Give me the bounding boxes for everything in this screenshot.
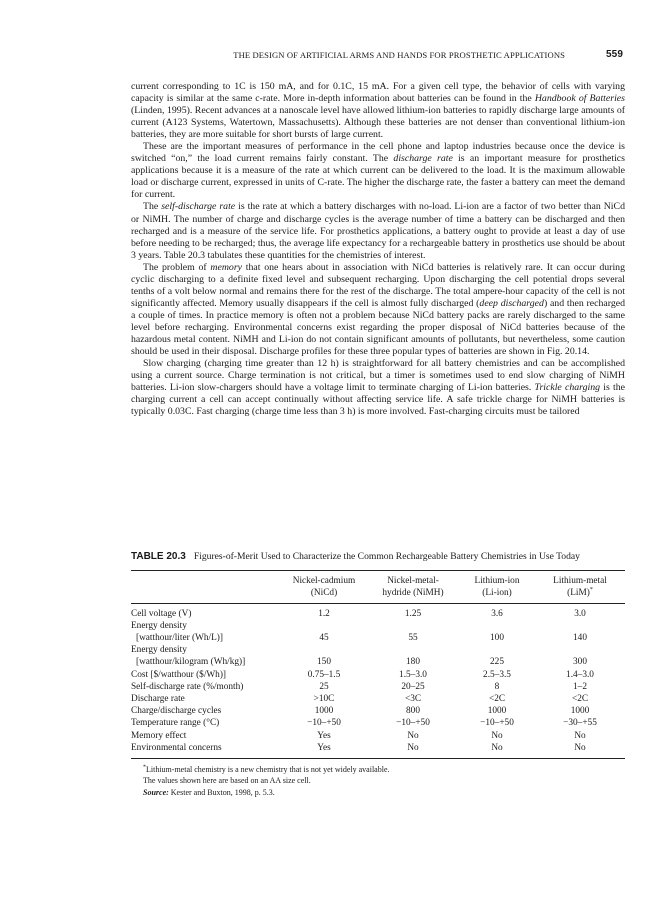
running-header-title: THE DESIGN OF ARTIFICIAL ARMS AND HANDS FOR PROSTHETIC APPLICATIONS — [233, 50, 565, 60]
table-caption-text: Figures-of-Merit Used to Characterize the Common Rechargeable Battery Chemistries in Use Today — [193, 551, 580, 562]
running-header — [132, 49, 623, 63]
table-row — [131, 742, 625, 754]
column-header-nicd — [281, 571, 367, 604]
table-cell: No — [491, 730, 503, 741]
source-text: Kester and Buxton, 1998, p. 5.3. — [170, 787, 275, 797]
table-cell: 8 — [494, 681, 500, 692]
italic-term: Trickle charging — [534, 382, 601, 394]
table-cell: No — [574, 742, 586, 753]
column-header-line2: (NiCd) — [310, 588, 338, 598]
table-cell: 225 — [490, 657, 504, 668]
table-cell — [367, 644, 459, 656]
table-row — [131, 669, 625, 681]
table-cell: 150 — [317, 657, 331, 668]
table-row — [131, 644, 625, 656]
column-header-line1: Lithium-ion — [474, 575, 520, 586]
table-row — [131, 681, 625, 693]
text-run: The problem of — [143, 261, 211, 273]
metric-label: Memory effect — [131, 730, 187, 741]
table-row — [131, 730, 625, 742]
metric-label: Discharge rate — [131, 693, 185, 704]
metric-label: Energy density — [131, 620, 187, 631]
table-cell: 3.0 — [574, 608, 586, 619]
table-cell: 1000 — [314, 706, 334, 717]
source-label: Source: — [143, 787, 169, 797]
table-cell: No — [407, 730, 419, 741]
footnote-lithium-metal — [143, 764, 625, 776]
footnote-mark: * — [143, 764, 146, 771]
table-cell: 1–2 — [573, 681, 587, 692]
table-cell — [281, 620, 367, 632]
table-cell: 140 — [573, 632, 587, 643]
column-header-line1: Lithium-metal — [553, 575, 607, 586]
body-paragraph — [131, 262, 625, 358]
table-cell: <2C — [571, 693, 589, 704]
column-header-nimh — [367, 571, 459, 604]
table-cell: 1000 — [570, 706, 590, 717]
table-cell: 0.75–1.5 — [307, 669, 341, 680]
table-notes — [131, 764, 625, 799]
italic-term: discharge rate — [393, 153, 453, 165]
table-cell — [535, 644, 625, 656]
table-caption — [131, 551, 625, 564]
column-header-line2: (LiM)* — [567, 586, 593, 598]
table-cell: 20–25 — [401, 681, 425, 692]
table-cell: No — [491, 742, 503, 753]
table-row — [131, 620, 625, 632]
text-run: Slow charging (charging time greater than 12 h) is straightforward for all battery chemistries and can be accomplished using a current source. Charge termination is not critical, but a timer is sometimes used to end slow charging of NiMH batteries. Li-ion slow-chargers should have a voltage limit to terminate charging of Li-ion batteries. — [131, 358, 625, 394]
body-text — [131, 81, 625, 418]
table-cell: 1000 — [487, 706, 507, 717]
table-cell: 180 — [406, 657, 420, 668]
text-run: The — [143, 201, 162, 213]
text-run: is an important measure for prosthetics applications because it is a measure of the rate at which current can be delivered to the load. It is the maximum allowable load or discharge current, expressed in units of C-rate. The higher the discharge rate, the faster a battery can meet the demand for current. — [131, 153, 625, 201]
column-header-line2: hydride (NiMH) — [382, 588, 444, 598]
table-cell: 1.5–3.0 — [399, 669, 427, 680]
table-cell: 800 — [406, 706, 420, 717]
table-cell: 25 — [319, 681, 329, 692]
table-cell — [535, 620, 625, 632]
metric-label: Cell voltage (V) — [131, 608, 192, 619]
table-row — [131, 632, 625, 644]
table-header-row — [131, 571, 625, 604]
metric-label: Energy density — [131, 645, 187, 656]
table-cell: >10C — [313, 693, 335, 704]
text-run: These are the important measures of performance in the cell phone and laptop industries because once the device is switched “on,” the load current remains fairly constant. The — [131, 141, 625, 165]
table-cell: <3C — [404, 693, 422, 704]
table-row — [131, 717, 625, 729]
text-run: that one hears about in association with NiCd batteries is relatively rare. It can occur during cyclic discharging to a definite fixed level and subsequent recharging. Upon discharging the cell potential drops several tenths of a volt below normal and remains there for the rest of the discharge. The total ampere-hour capacity of the cell is not significantly affected. Memory usually disappears if the cell is almost fully discharged ( — [131, 261, 625, 309]
table-cell — [459, 620, 535, 632]
table-cell: 1.2 — [318, 608, 330, 619]
body-paragraph — [131, 81, 625, 141]
table-20-3 — [131, 551, 625, 798]
table-cell: <2C — [488, 693, 506, 704]
italic-term: deep discharged — [479, 297, 544, 309]
table-cell: No — [574, 730, 586, 741]
table-label: TABLE 20.3 — [131, 551, 186, 562]
table-cell: 2.5–3.5 — [483, 669, 511, 680]
body-paragraph — [131, 201, 625, 261]
footnote-lithium-metal-text: Lithium-metal chemistry is a new chemistry that is not yet widely available. — [146, 764, 390, 774]
text-run: is the rate at which a battery discharges with no-load. Li-ion are a factor of two better than NiCd or NiMH. The number of charge and discharge cycles is the average number of time a battery can be discharged and then recharged and is a measure of the service life. For prosthetics applications, a battery ought to provide at least a day of use before needing to be recharged; thus, the average life expectancy for a rechargeable battery in prosthetics use should be about 3 years. Table 20.3 tabulates these quantities for the chemistries of interest. — [131, 201, 625, 261]
table-cell — [367, 620, 459, 632]
italic-term: memory — [210, 261, 243, 273]
footnote-aa-cell: The values shown here are based on an AA size cell. — [143, 776, 311, 786]
table-row — [131, 705, 625, 717]
column-header-line1: Nickel-metal- — [387, 575, 439, 586]
table-row — [131, 603, 625, 620]
table-cell: Yes — [317, 730, 331, 741]
table-cell: −10–+50 — [396, 718, 430, 729]
table-cell: 1.25 — [404, 608, 422, 619]
table-cell: 300 — [573, 657, 587, 668]
table-bottom-rule — [131, 758, 625, 759]
metric-label: Charge/discharge cycles — [131, 706, 222, 717]
metric-label: Cost [$/watthour ($/Wh)] — [131, 669, 227, 680]
column-header-lim — [535, 571, 625, 604]
table-cell: Yes — [317, 742, 331, 753]
text-run: (Linden, 1995). Recent advances at a nanoscale level have allowed lithium-ion batteries to rapidly discharge large amounts of current (A123 Systems, Watertown, Massachusetts). Although these batteries are not denser than conventional lithium-ion batteries, they are more suitable for short bursts of large current. — [131, 105, 625, 141]
metric-label: [watthour/kilogram (Wh/kg)] — [136, 657, 246, 668]
column-header-line1: Nickel-cadmium — [292, 575, 356, 586]
text-run: ) and then recharged a couple of times. In practice memory is often not a problem because NiCd battery packs are rarely discharged to the same level before recharging. Environmental concerns exist regarding the proper disposal of NiCd batteries because of the hazardous metal content. NiMH and Li-ion do not contain significant amounts of pollutants, but nevertheless, some caution should be used in their disposal. Discharge profiles for these three popular types of batteries are shown in Fig. 20.14. — [131, 297, 626, 358]
metric-label: [watthour/liter (Wh/L)] — [136, 632, 223, 643]
body-paragraph — [131, 141, 625, 201]
italic-term: Handbook of Batteries — [534, 93, 625, 105]
text-run: is the charging current a cell can accept continually without affecting service life. A safe trickle charge for NiMH batteries is typically 0.03C. Fast charging (charge time less than 3 h) is more involved. Fast-charging circuits must be tailored — [131, 382, 625, 418]
table-source — [143, 787, 625, 799]
table-cell: 55 — [408, 632, 418, 643]
page-number: 559 — [606, 49, 623, 60]
table-cell — [459, 644, 535, 656]
column-header-li-ion — [459, 571, 535, 604]
table-body — [131, 603, 625, 754]
metric-label: Environmental concerns — [131, 742, 222, 753]
table-cell: 100 — [490, 632, 504, 643]
table-row — [131, 693, 625, 705]
column-header-metric — [131, 571, 281, 604]
table-cell: −10–+50 — [307, 718, 341, 729]
figures-of-merit-table — [131, 571, 625, 754]
table-cell: 1.4–3.0 — [566, 669, 594, 680]
table-row — [131, 656, 625, 668]
table-cell: 3.6 — [491, 608, 503, 619]
column-header-line2: (Li-ion) — [482, 588, 512, 598]
italic-term: self-discharge rate — [161, 201, 236, 213]
table-cell: 45 — [319, 632, 329, 643]
text-run: current corresponding to 1C is 150 mA, and for 0.1C, 15 mA. For a given cell type, the behavior of cells with varying capacity is similar at the same c-rate. More in-depth information about batteries can be found in the — [131, 81, 625, 105]
metric-label: Self-discharge rate (%/month) — [131, 681, 244, 692]
body-paragraph — [131, 358, 625, 418]
table-cell: −30–+55 — [563, 718, 597, 729]
footnote-mark: * — [589, 586, 593, 593]
table-cell: −10–+50 — [480, 718, 514, 729]
metric-label: Temperature range (°C) — [131, 718, 220, 729]
table-cell — [281, 644, 367, 656]
table-cell: No — [407, 742, 419, 753]
